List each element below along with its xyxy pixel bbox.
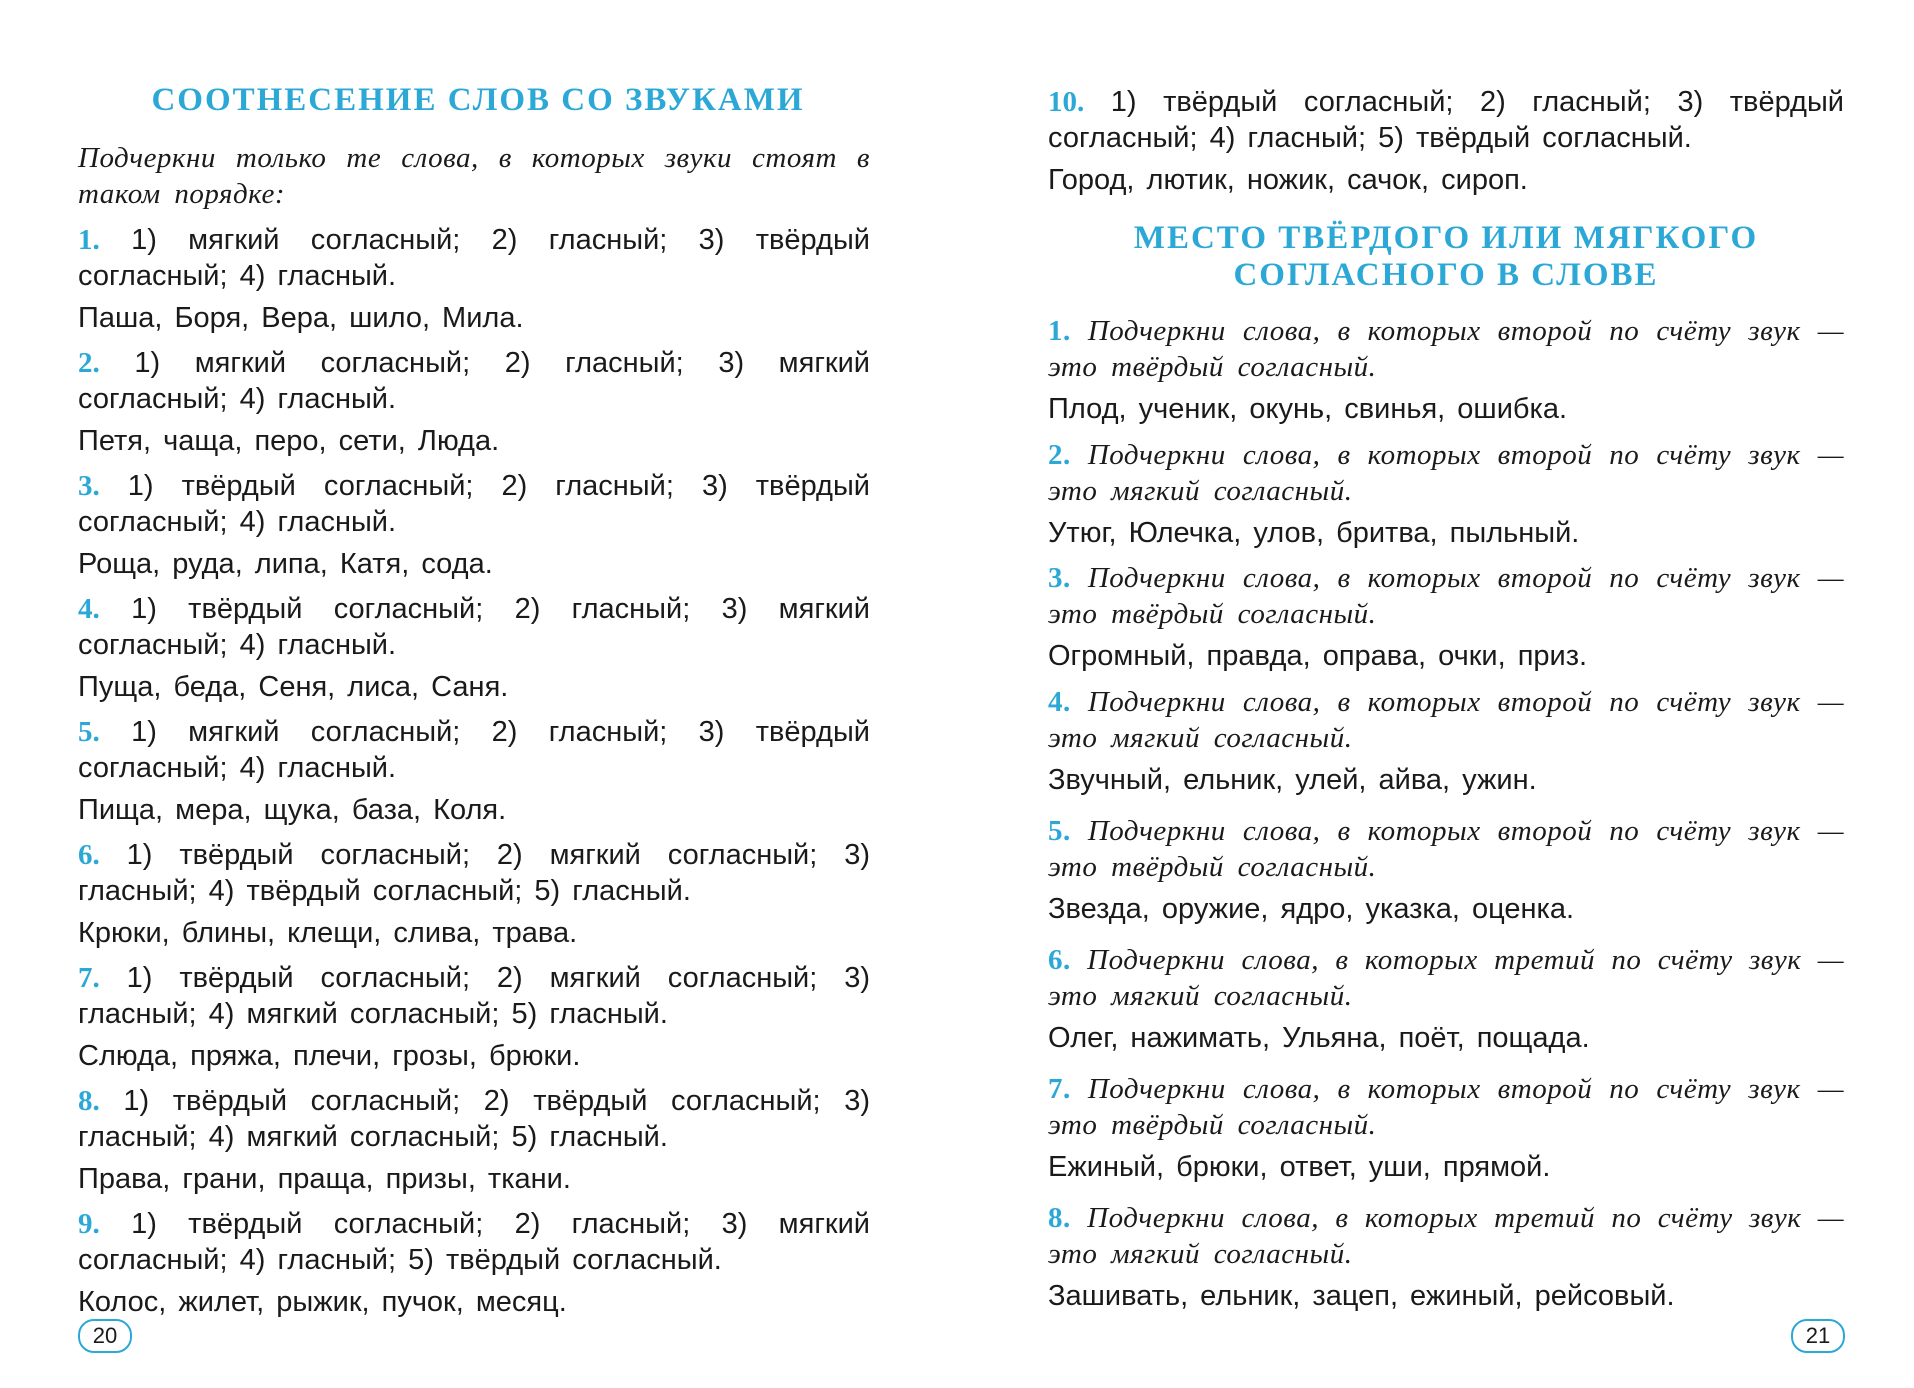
task-number: 8. <box>1048 1202 1071 1234</box>
task-condition: 1) мягкий согласный; 2) гласный; 3) твёрдый согласный; 4) гласный. <box>78 716 870 784</box>
task-condition: 1) твёрдый согласный; 2) гласный; 3) мягкий согласный; 4) гласный. <box>78 593 870 661</box>
task-3 <box>78 468 870 582</box>
task-7 <box>78 960 870 1074</box>
task-condition: Подчеркни слова, в которых второй по счёту звук — это мягкий согласный. <box>1048 686 1844 754</box>
task-words: Пуща, беда, Сеня, лиса, Саня. <box>78 671 509 703</box>
task-condition: 1) твёрдый согласный; 2) гласный; 3) твёрдый согласный; 4) гласный; 5) твёрдый согласный. <box>1048 86 1845 154</box>
task-condition: 1) мягкий согласный; 2) гласный; 3) мягкий согласный; 4) гласный. <box>78 347 870 415</box>
task-9 <box>78 1206 870 1320</box>
task-words: Плод, ученик, окунь, свинья, ошибка. <box>1048 393 1568 425</box>
task-4 <box>1048 684 1844 798</box>
task-4 <box>78 591 870 705</box>
task-condition: Подчеркни слова, в которых второй по счёту звук — это твёрдый согласный. <box>1048 315 1844 383</box>
task-6 <box>1048 942 1844 1056</box>
task-condition: 1) мягкий согласный; 2) гласный; 3) твёрдый согласный; 4) гласный. <box>78 224 870 292</box>
task-words: Ежиный, брюки, ответ, уши, прямой. <box>1048 1151 1551 1183</box>
task-number: 6. <box>78 839 100 871</box>
right-page <box>957 0 1914 1388</box>
task-condition: Подчеркни слова, в которых второй по счёту звук — это мягкий согласный. <box>1048 439 1844 507</box>
task-words: Звезда, оружие, ядро, указка, оценка. <box>1048 893 1575 925</box>
task-8 <box>78 1083 870 1197</box>
section-title-consonant-position <box>1048 220 1844 294</box>
task-2 <box>78 345 870 459</box>
task-number: 1. <box>78 224 100 256</box>
task-words: Зашивать, ельник, зацеп, ежиный, рейсовый. <box>1048 1280 1675 1312</box>
task-number: 10. <box>1048 86 1085 118</box>
task-number: 3. <box>78 470 100 502</box>
task-condition: Подчеркни слова, в которых второй по счёту звук — это твёрдый согласный. <box>1048 1073 1844 1141</box>
task-words: Роща, руда, липа, Катя, сода. <box>78 548 493 580</box>
task-3 <box>1048 560 1844 674</box>
section-title-sound-matching: СООТНЕСЕНИЕ СЛОВ СО ЗВУКАМИ <box>151 82 805 118</box>
task-number: 9. <box>78 1208 100 1240</box>
task-number: 2. <box>1048 439 1071 471</box>
task-words: Звучный, ельник, улей, айва, ужин. <box>1048 764 1537 796</box>
task-words: Город, лютик, ножик, сачок, сироп. <box>1048 164 1528 196</box>
task-8 <box>1048 1200 1844 1314</box>
task-words: Утюг, Юлечка, улов, бритва, пыльный. <box>1048 517 1580 549</box>
task-condition: Подчеркни слова, в которых третий по счёту звук — это мягкий согласный. <box>1048 944 1844 1012</box>
task-condition: 1) твёрдый согласный; 2) мягкий согласный; 3) гласный; 4) твёрдый согласный; 5) гласный. <box>78 839 870 907</box>
task-number: 1. <box>1048 315 1071 347</box>
task-words: Права, грани, праща, призы, ткани. <box>78 1163 571 1195</box>
task-number: 2. <box>78 347 100 379</box>
task-condition: 1) твёрдый согласный; 2) твёрдый согласный; 3) гласный; 4) мягкий согласный; 5) гласный. <box>78 1085 871 1153</box>
task-number: 7. <box>78 962 100 994</box>
task-words: Петя, чаща, перо, сети, Люда. <box>78 425 500 457</box>
instruction-text: Подчеркни только те слова, в которых звуки стоят в таком порядке: <box>78 142 870 210</box>
task-condition: 1) твёрдый согласный; 2) мягкий согласный; 3) гласный; 4) мягкий согласный; 5) гласный. <box>78 962 870 1030</box>
task-words: Пища, мера, щука, база, Коля. <box>78 794 507 826</box>
task-words: Колос, жилет, рыжик, пучок, месяц. <box>78 1286 567 1318</box>
task-words: Крюки, блины, клещи, слива, трава. <box>78 917 578 949</box>
task-7 <box>1048 1071 1844 1185</box>
task-number: 5. <box>1048 815 1071 847</box>
task-number: 6. <box>1048 944 1071 976</box>
task-5 <box>1048 813 1844 927</box>
task-number: 8. <box>78 1085 100 1117</box>
page-number: 21 <box>1791 1319 1845 1353</box>
task-condition: Подчеркни слова, в которых третий по счёту звук — это мягкий согласный. <box>1048 1202 1844 1270</box>
section-title-line: СОГЛАСНОГО В СЛОВЕ <box>1233 257 1659 293</box>
task-words: Олег, нажимать, Ульяна, поёт, пощада. <box>1048 1022 1590 1054</box>
task-number: 7. <box>1048 1073 1071 1105</box>
task-number: 4. <box>1048 686 1071 718</box>
task-6 <box>78 837 870 951</box>
task-number: 5. <box>78 716 100 748</box>
task-10 <box>1048 84 1844 198</box>
task-condition: 1) твёрдый согласный; 2) гласный; 3) мягкий согласный; 4) гласный; 5) твёрдый согласный. <box>78 1208 870 1276</box>
task-number: 4. <box>78 593 100 625</box>
task-condition: Подчеркни слова, в которых второй по счёту звук — это твёрдый согласный. <box>1048 562 1844 630</box>
page-number: 20 <box>78 1319 132 1353</box>
task-number: 3. <box>1048 562 1071 594</box>
task-1 <box>78 222 870 336</box>
task-words: Огромный, правда, оправа, очки, приз. <box>1048 640 1588 672</box>
task-condition: 1) твёрдый согласный; 2) гласный; 3) твёрдый согласный; 4) гласный. <box>78 470 871 538</box>
section-title-line: МЕСТО ТВЁРДОГО ИЛИ МЯГКОГО <box>1133 220 1759 256</box>
task-5 <box>78 714 870 828</box>
task-2 <box>1048 437 1844 551</box>
task-words: Паша, Боря, Вера, шило, Мила. <box>78 302 524 334</box>
task-words: Слюда, пряжа, плечи, грозы, брюки. <box>78 1040 581 1072</box>
task-1 <box>1048 313 1844 427</box>
task-condition: Подчеркни слова, в которых второй по счёту звук — это твёрдый согласный. <box>1048 815 1844 883</box>
